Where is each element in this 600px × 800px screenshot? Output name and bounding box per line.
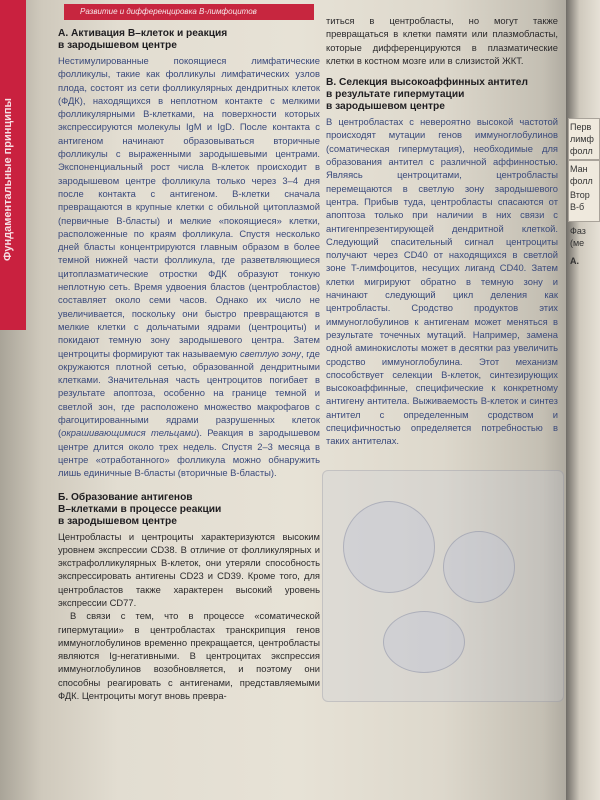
figure-cell-shape	[443, 531, 515, 603]
section-a-text-1: Нестимулированные покоящиеся лимфатические фолликулы, такие как фолликулы лимфатических узлов плода, состоят из сети фолликулярных дендритных клеток (ФДК), находящихся в неплотном контакте с мелкими фолликулярными B-клетками, на поверхности которых экспрессируются молекулы IgM и IgD. После контакта с антигеном начинают образовываться вторичные фолликулы с выраженными зародышевыми центрами. Экспоненциальный рост числа B-клеток происходит в зародышевом центре фолликула только через 3–4 дня после контакта с антигеном. B-клетки сначала превращаются в крупные клетки с обильной цитоплазмой (первичные B-бласты) и мелкие «покоящиеся» клетки, расположенные по краям фолликула. Спустя несколько дней бласты концентрируются главным образом в более темной нижней части фолликула, где разветвляющиеся цитоплазматические отростки ФДК образуют тонкую неплотную сеть. Время удвоения бластов (центробластов) составляет около семи часов. Однако их число не увеличивается, поскольку они быстро превращаются в мелкие клетки с дольчатыми ядрами (центроциты) и покидают темную зону зародышевого центра. Затем центроциты формируют так называемую	[58, 55, 320, 359]
edge-fragment: Ман	[570, 164, 588, 174]
section-v-paragraph: В центробластах с невероятно высокой частотой происходят мутации генов иммуноглобулинов (соматическая гипермутация), необходимые для образования антител с различной аффинностью. Являясь центроцитами, центробласты перемещаются в светлую зону зародышевого центра. Прибыв туда, центробласты спасаются от апоптоза только при наличии в них связи с антигенпрезентирующей дендритной клеткой. Следующий спасительный сигнал центроциты получают через CD40 от находящихся в светлой зоне T-лимфоцитов, несущих лиганд CD40. Затем клетки мигрируют обратно в темную зону и начинают следующий цикл деления как центробласты. Сродство продуктов этих иммуноглобулинов к антигенам может меняться в результате точечных мутаций. Например, замена одной аминокислоты может в десятки раз увеличить сродство иммуноглобулина. Этот механизм способствует селекции B-клеток, синтезирующих высокоаффинные, специфические к конкретному антигену антитела. Выживаемость B-клеток и синтез антител с определенным сродством и специфичностью определяется потребностью в таких антителах.	[326, 116, 558, 447]
section-v-title-line3: в зародышевом центре	[326, 101, 445, 113]
edge-fragment: В-б	[570, 202, 585, 212]
edge-fragment: А.	[570, 256, 579, 266]
section-a-title	[58, 28, 320, 52]
edge-fragment: фолл	[570, 146, 593, 156]
section-a-text-3: ). Реакция в зародышевом центре длится около трех недель. Спустя 2–3 месяца в центре «отработанного» фолликула можно обнаружить лишь единичные B-бласты (вторичные B-бласты).	[58, 427, 320, 479]
next-page-edge	[566, 0, 600, 800]
figure-cell-shape	[383, 611, 465, 673]
section-a-text-2: , где окружаются плотной сетью, образованной дендритными клетками. Значительная часть центроцитов погибает в результате апоптоза, особенно на границе темной и светлой зон, где расположено множество макрофагов с фагоцитированными ядрами разрушенных клеток (	[58, 347, 320, 439]
edge-fragment: (ме	[570, 238, 585, 248]
section-b-title-line1: Б. Образование антигенов	[58, 491, 193, 503]
section-b-paragraph-1: Центробласты и центроциты характеризуются высоким уровнем экспрессии CD38. В отличие от фолликулярных и экстрафолликулярных B-клеток, они утеряли способность экспрессировать антигены CD23 и CD39. Кроме того, для центробластов также характерен высокий уровень экспрессии CD77.	[58, 530, 320, 608]
edge-fragment: лимф	[570, 134, 594, 144]
edge-fragment: Втор	[570, 190, 590, 200]
side-tab-label: Фундаментальные принципы	[2, 98, 14, 262]
figure-cell-shape	[343, 501, 435, 593]
section-b-paragraph-2: В связи с тем, что в процессе «соматической гипермутации» в центробластах транскрипция генов иммуноглобулинов временно прекращается, центробласты являются Ig-негативными. В центроцитах экспрессия иммуноглобулинов возобновляется, и поэтому они способны реагировать с антигенами, представляемыми ФДК. Центроциты могут вновь превра-	[58, 610, 320, 702]
section-b-title-line3: в зародышевом центре	[58, 515, 177, 527]
edge-fragment: Фаз	[570, 226, 586, 236]
running-header: Развитие и дифференцировка B-лимфоцитов	[64, 4, 314, 20]
left-column	[58, 28, 320, 702]
section-a-paragraph	[58, 54, 320, 480]
section-a-em-light-zone: светлую зону	[239, 347, 301, 359]
section-v-title-line1: В. Селекция высокоаффинных антител	[326, 77, 528, 89]
section-a-em-stained-bodies: окрашивающимися тельцами	[61, 427, 197, 439]
section-b-title	[58, 492, 320, 528]
section-a-title-line1: А. Активация B–клеток и реакция	[58, 28, 228, 39]
show-through-figure	[322, 470, 564, 702]
section-b-title-line2: B–клетками в процессе реакции	[58, 503, 222, 515]
chapter-side-tab	[0, 0, 26, 330]
edge-fragment: Перв	[570, 122, 592, 132]
section-a-title-line2: в зародышевом центре	[58, 40, 177, 51]
right-continued-paragraph: титься в центробласты, но могут также превращаться в клетки памяти или плазмобласты, которые дифференцируются в плазматические клетки в костном мозге или в слизистой ЖКТ.	[326, 15, 558, 66]
edge-fragment: фолл	[570, 176, 593, 186]
section-v-title-line2: в результате гипермутации	[326, 89, 465, 101]
right-column	[326, 14, 558, 448]
section-v-title	[326, 77, 558, 113]
